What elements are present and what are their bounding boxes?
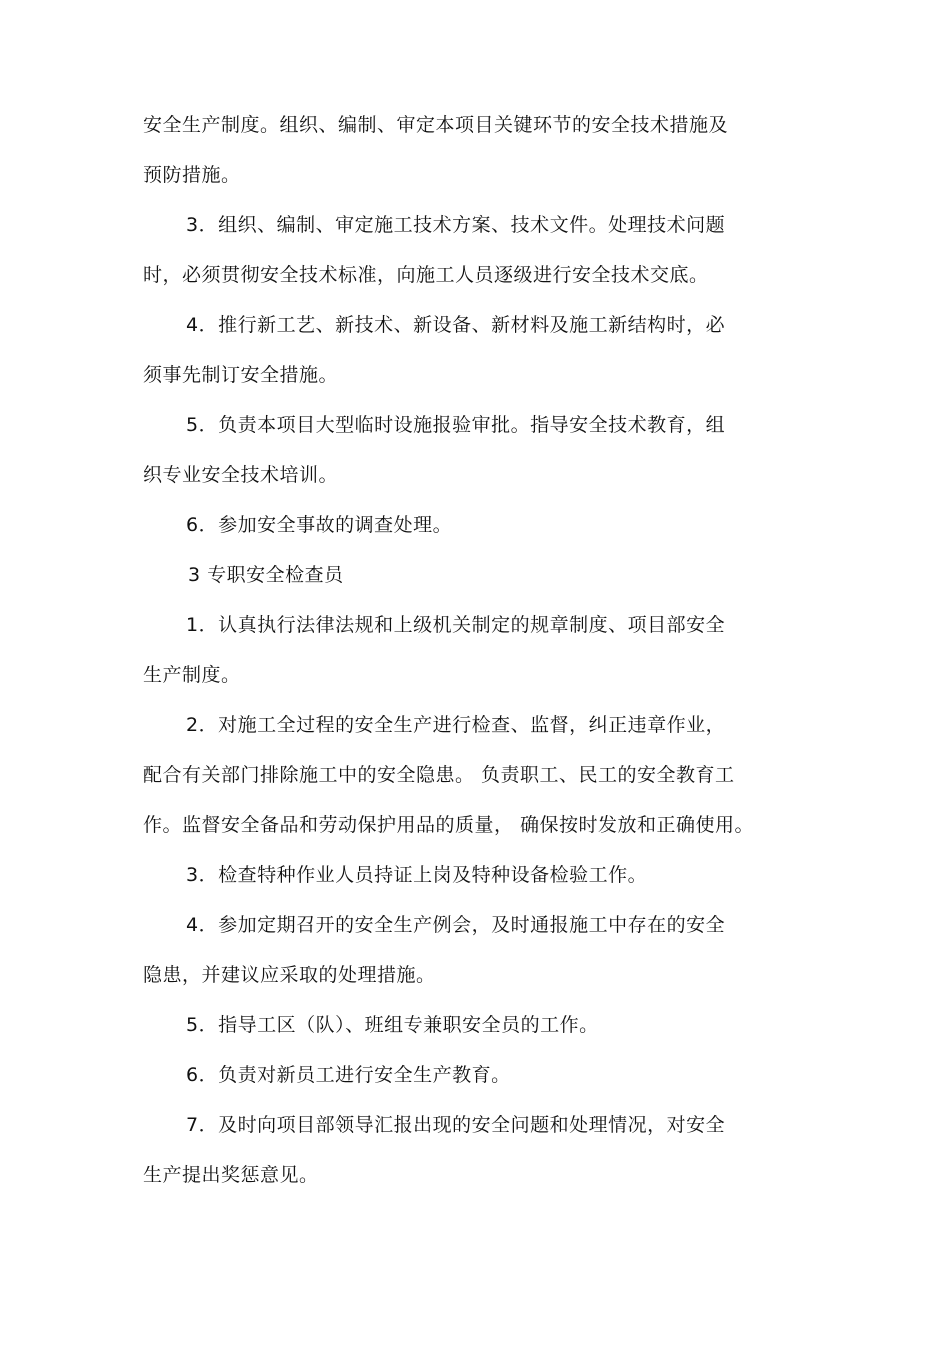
text-line: 须事先制订安全措施。 [143, 364, 339, 386]
list-item: 3．检查特种作业人员持证上岗及特种设备检验工作。 [186, 864, 648, 886]
text-line: 配合有关部门排除施工中的安全隐患。 负责职工、民工的安全教育工 [143, 764, 735, 786]
list-item: 5．负责本项目大型临时设施报验审批。指导安全技术教育，组 [186, 414, 726, 436]
list-item: 4．参加定期召开的安全生产例会，及时通报施工中存在的安全 [186, 914, 726, 936]
text-line: 生产制度。 [143, 664, 241, 686]
text-line: 织专业安全技术培训。 [143, 464, 339, 486]
text-line: 安全生产制度。组织、编制、审定本项目关键环节的安全技术措施及 [143, 114, 729, 136]
list-item: 1．认真执行法律法规和上级机关制定的规章制度、项目部安全 [186, 614, 726, 636]
text-line: 隐患，并建议应采取的处理措施。 [143, 964, 436, 986]
list-item: 7．及时向项目部领导汇报出现的安全问题和处理情况，对安全 [186, 1114, 726, 1136]
list-item: 4．推行新工艺、新技术、新设备、新材料及施工新结构时，必 [186, 314, 726, 336]
section-heading: 3 专职安全检查员 [188, 564, 344, 586]
text-line: 时，必须贯彻安全技术标准，向施工人员逐级进行安全技术交底。 [143, 264, 709, 286]
text-line: 作。监督安全备品和劳动保护用品的质量， 确保按时发放和正确使用。 [143, 814, 755, 836]
list-item: 6．负责对新员工进行安全生产教育。 [186, 1064, 511, 1086]
text-line: 预防措施。 [143, 164, 241, 186]
list-item: 3．组织、编制、审定施工技术方案、技术文件。处理技术问题 [186, 214, 726, 236]
list-item: 2．对施工全过程的安全生产进行检查、监督，纠正违章作业， [186, 714, 726, 736]
text-line: 生产提出奖惩意见。 [143, 1164, 319, 1186]
list-item: 5．指导工区（队）、班组专兼职安全员的工作。 [186, 1014, 599, 1036]
list-item: 6．参加安全事故的调查处理。 [186, 514, 453, 536]
